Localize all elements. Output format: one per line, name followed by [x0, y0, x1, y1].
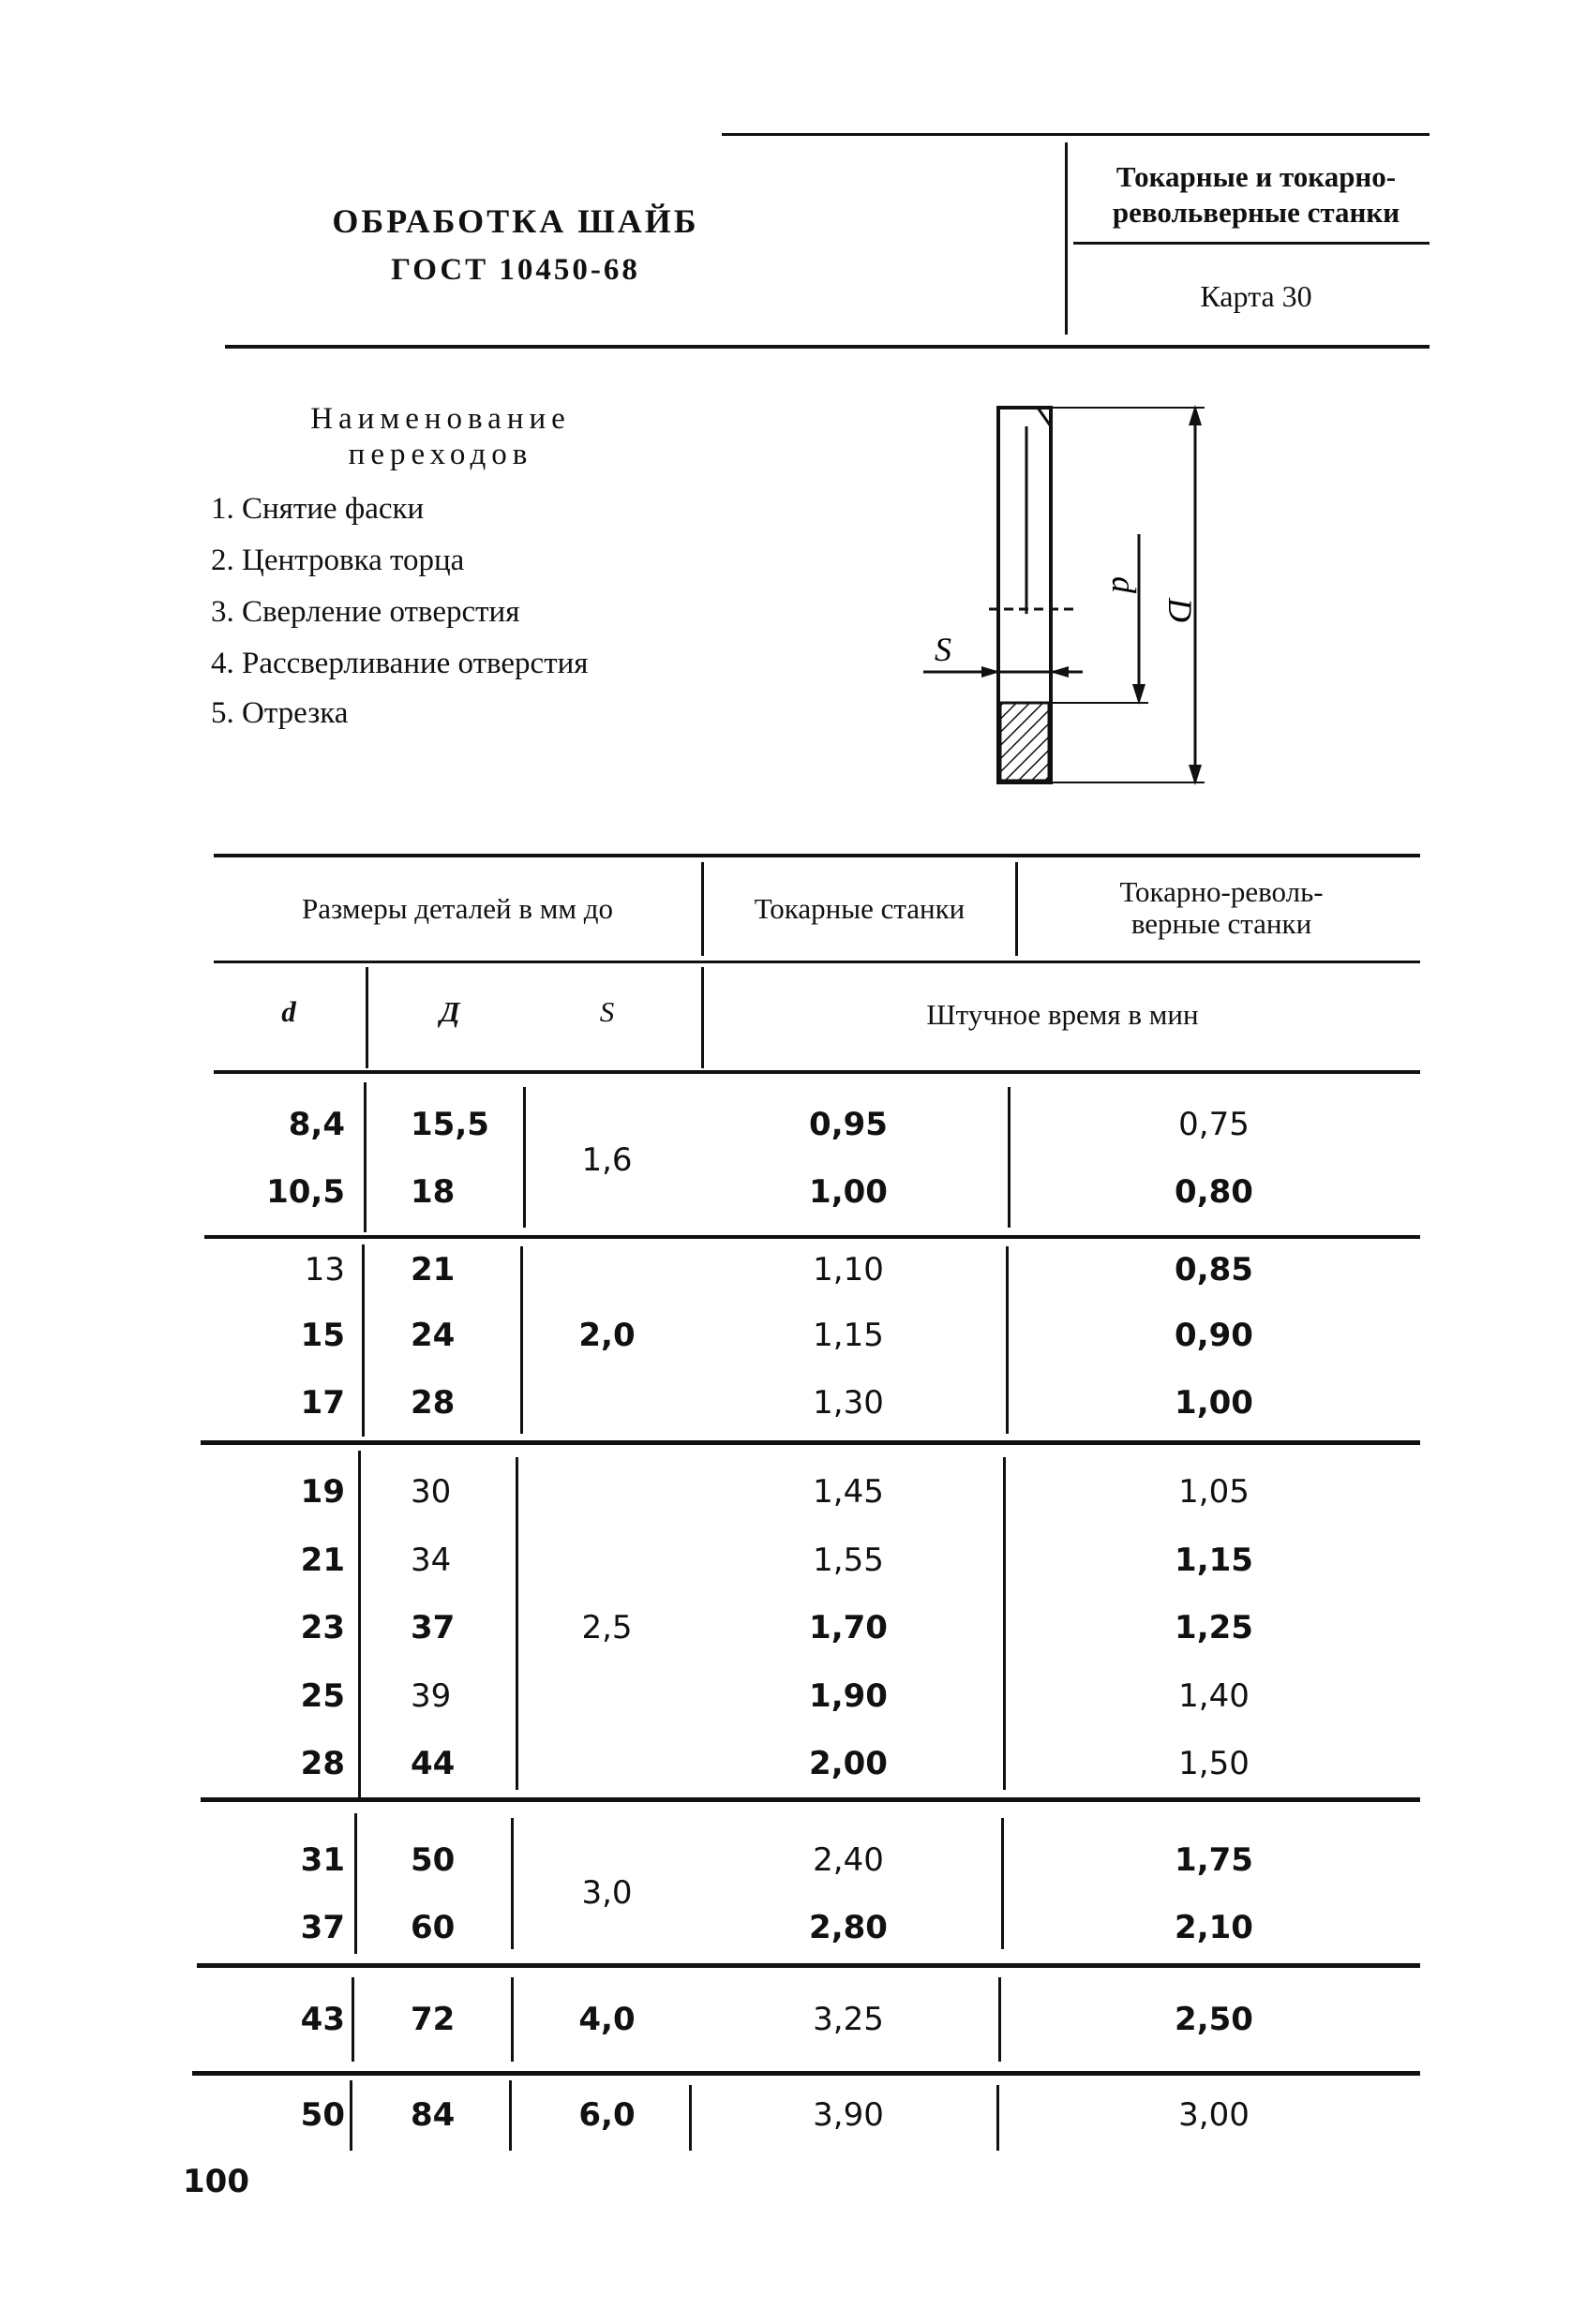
header-sizes: Размеры деталей в мм до: [302, 892, 613, 925]
group-rule: [204, 1235, 1420, 1239]
group-rule: [197, 1963, 1420, 1968]
operation-item: 3. Сверление отверстия: [211, 595, 520, 629]
header-turret-line1: Токарно-револь-: [1119, 875, 1324, 908]
col-divider: [511, 1977, 514, 2062]
col-divider-s: [701, 967, 704, 1068]
cell-d: 31: [300, 1841, 345, 1879]
cell-D: 21: [411, 1251, 456, 1289]
cell-lathe: 2,80: [809, 1909, 888, 1946]
cell-d: 17: [300, 1384, 345, 1422]
standard-number: ГОСТ 10450-68: [391, 253, 640, 287]
cell-D: 84: [411, 2096, 456, 2134]
header-right-rule: [1073, 242, 1430, 245]
page-number: 100: [183, 2163, 249, 2200]
washer-diagram: [914, 394, 1233, 797]
cell-D: 30: [411, 1473, 452, 1511]
group-rule: [201, 1797, 1420, 1802]
cell-lathe: 1,15: [813, 1317, 884, 1354]
cell-D: 39: [411, 1677, 452, 1715]
cell-d: 15: [300, 1317, 345, 1354]
cell-D: 18: [411, 1173, 456, 1211]
cell-turret: 1,05: [1178, 1473, 1250, 1511]
cell-turret: 1,75: [1175, 1841, 1253, 1879]
cell-turret: 0,80: [1175, 1173, 1253, 1211]
col-divider: [689, 2085, 692, 2151]
col-divider-d: [366, 967, 368, 1068]
cell-turret: 0,85: [1175, 1251, 1253, 1289]
operation-item: 1. Снятие фаски: [211, 492, 425, 526]
cell-lathe: 1,70: [809, 1609, 888, 1646]
cell-turret: 1,25: [1175, 1609, 1253, 1646]
chamfer-line: [1038, 408, 1051, 426]
header-bottom-rule: [225, 345, 1430, 349]
header-mid-rule: [214, 961, 1420, 963]
col-divider: [509, 2080, 512, 2151]
cell-lathe: 3,25: [813, 2001, 884, 2038]
page-title: ОБРАБОТКА ШАЙБ: [332, 202, 699, 240]
cell-D: 72: [411, 2001, 456, 2038]
cell-turret: 1,50: [1178, 1745, 1250, 1782]
cell-d: 28: [300, 1745, 345, 1782]
col-divider: [511, 1818, 514, 1949]
cell-lathe: 1,00: [809, 1173, 888, 1211]
cell-lathe: 1,10: [813, 1251, 884, 1289]
col-s-header: S: [599, 995, 615, 1028]
cell-d: 23: [300, 1609, 345, 1646]
cell-lathe: 1,30: [813, 1384, 884, 1422]
col-time-header: Штучное время в мин: [926, 998, 1199, 1031]
cell-D: 28: [411, 1384, 456, 1422]
cell-d: 21: [300, 1542, 345, 1579]
cell-D: 24: [411, 1317, 456, 1354]
card-number: Карта 30: [1200, 279, 1312, 313]
col-d-header: d: [281, 995, 296, 1028]
cell-s: 4,0: [578, 2001, 636, 2038]
cell-turret: 1,00: [1175, 1384, 1253, 1422]
header-lathes: Токарные станки: [754, 892, 966, 925]
operations-heading-line2: переходов: [348, 438, 533, 471]
cell-turret: 3,00: [1178, 2096, 1250, 2134]
cell-turret: 2,50: [1175, 2001, 1253, 2038]
operations-heading: [253, 401, 628, 472]
dimension-d-arrow: [1132, 684, 1145, 705]
cell-s: 6,0: [578, 2096, 636, 2134]
col-divider: [520, 1246, 523, 1434]
cell-lathe: 1,90: [809, 1677, 888, 1715]
cell-lathe: 2,00: [809, 1745, 888, 1782]
cell-s: 1,6: [581, 1141, 633, 1179]
col-D-header: Д: [440, 995, 460, 1028]
group-rule: [201, 1440, 1420, 1445]
col-divider: [354, 1813, 357, 1954]
col-divider: [358, 1451, 361, 1797]
operation-item: 2. Центровка торца: [211, 544, 465, 577]
cell-s: 2,5: [581, 1609, 633, 1646]
operations-heading-line1: Наименование: [310, 402, 571, 436]
cell-D: 15,5: [411, 1106, 489, 1143]
cell-D: 34: [411, 1542, 452, 1579]
cell-lathe: 0,95: [809, 1106, 888, 1143]
label-D: D: [1161, 598, 1199, 622]
cell-lathe: 2,40: [813, 1841, 884, 1879]
label-s: S: [935, 631, 951, 668]
cell-d: 13: [304, 1251, 345, 1289]
cell-D: 44: [411, 1745, 456, 1782]
cell-D: 60: [411, 1909, 456, 1946]
header-divider: [1065, 142, 1068, 335]
label-d: d: [1105, 576, 1143, 593]
header-turret: [1020, 876, 1423, 940]
cell-turret: 0,75: [1178, 1106, 1250, 1143]
operation-item: 4. Рассверливание отверстия: [211, 647, 589, 680]
header-bottom-rule-table: [214, 1070, 1420, 1074]
col-divider: [516, 1457, 518, 1790]
header-turret-line2: верные станки: [1130, 907, 1312, 940]
machines-heading: Токарные и токарно-револьверные станки: [1112, 160, 1400, 229]
cell-d: 37: [300, 1909, 345, 1946]
col-divider: [350, 2080, 352, 2151]
cell-turret: 2,10: [1175, 1909, 1253, 1946]
cell-turret: 0,90: [1175, 1317, 1253, 1354]
col-divider: [1003, 1457, 1006, 1790]
cell-D: 50: [411, 1841, 456, 1879]
cell-lathe: 3,90: [813, 2096, 884, 2134]
cell-d: 8,4: [288, 1106, 345, 1143]
cell-turret: 1,40: [1178, 1677, 1250, 1715]
cell-d: 43: [300, 2001, 345, 2038]
cell-lathe: 1,55: [813, 1542, 884, 1579]
header-divider-2: [1015, 862, 1018, 956]
cell-d: 25: [300, 1677, 345, 1715]
cell-d: 50: [300, 2096, 345, 2134]
cell-d: 10,5: [266, 1173, 345, 1211]
cell-s: 2,0: [578, 1317, 636, 1354]
col-divider: [352, 1977, 354, 2062]
header-top-rule: [722, 133, 1430, 136]
cell-s: 3,0: [581, 1874, 633, 1912]
cell-D: 37: [411, 1609, 456, 1646]
table-top-rule: [214, 854, 1420, 857]
header-divider-1: [701, 862, 704, 956]
cell-turret: 1,15: [1175, 1542, 1253, 1579]
group-rule: [192, 2071, 1420, 2076]
operation-item: 5. Отрезка: [211, 696, 349, 730]
hatched-section: [1000, 703, 1049, 781]
col-divider: [998, 1977, 1001, 2062]
cell-lathe: 1,45: [813, 1473, 884, 1511]
col-divider: [1001, 1818, 1004, 1949]
cell-d: 19: [300, 1473, 345, 1511]
